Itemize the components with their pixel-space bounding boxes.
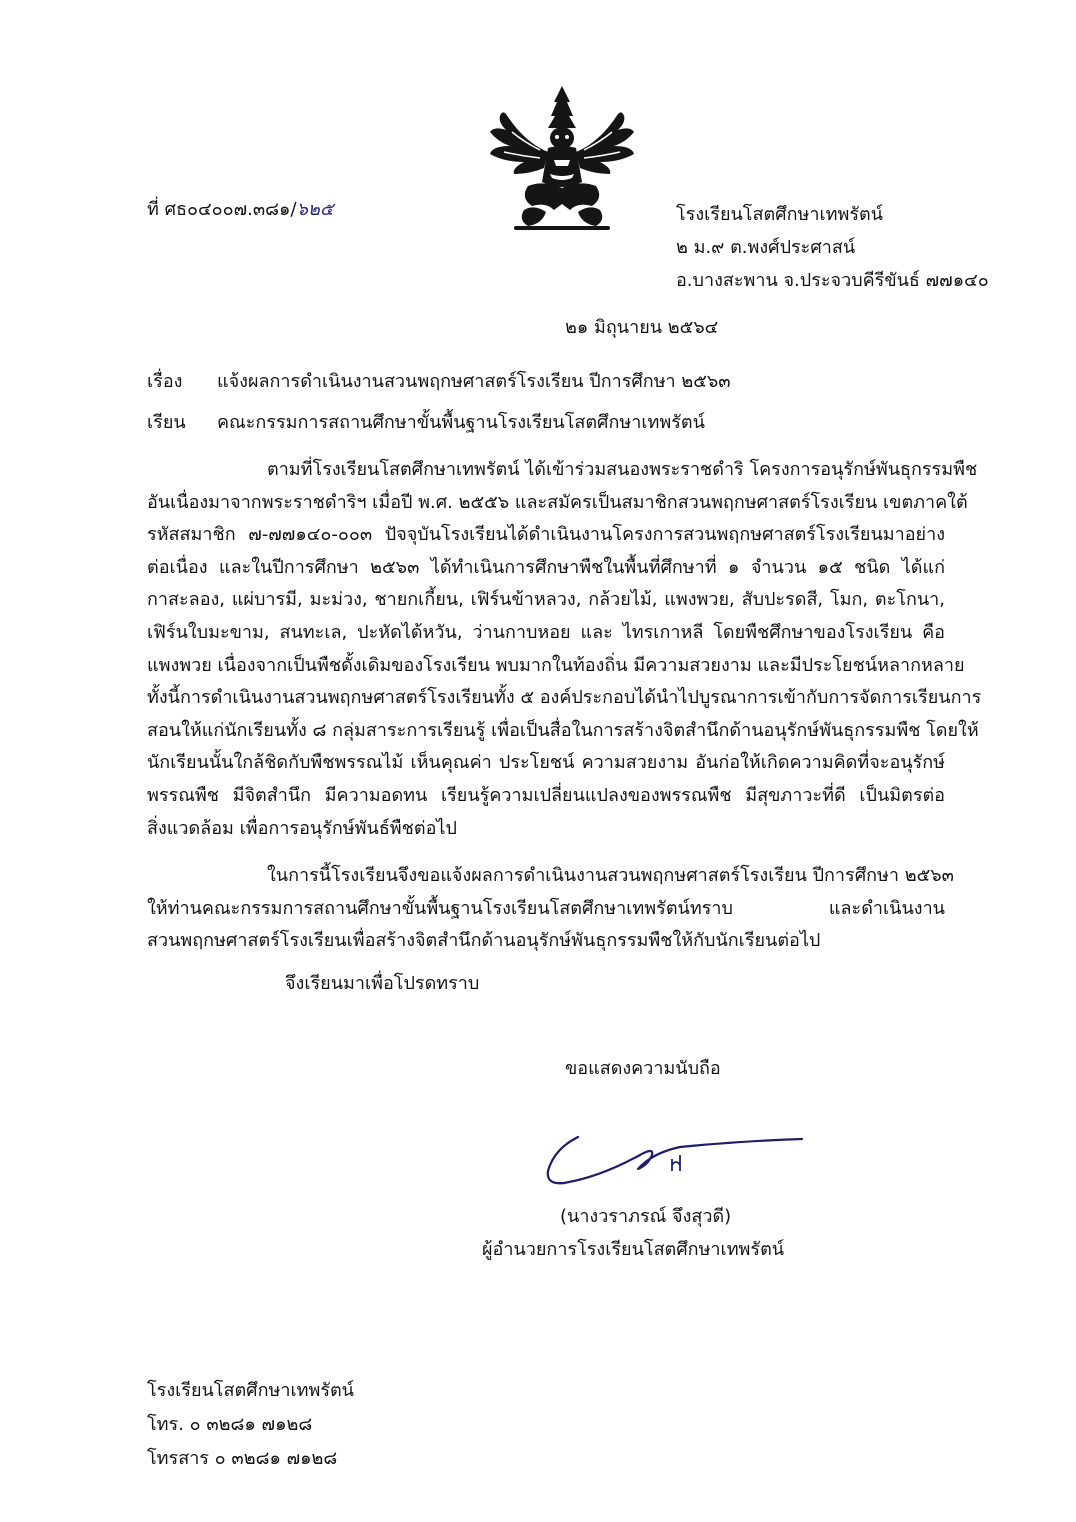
- paragraph-line: ในการนี้โรงเรียนจึงขอแจ้งผลการดำเนินงานสวนพฤกษศาสตร์โรงเรียน ปีการศึกษา ๒๕๖๓: [267, 865, 954, 886]
- sender-address: [676, 198, 989, 297]
- salutation: ขอแสดงความนับถือ: [565, 1058, 721, 1079]
- footer-contact: [147, 1374, 354, 1476]
- recipient-text: คณะกรรมการสถานศึกษาขั้นพื้นฐานโรงเรียนโสตศึกษาเทพรัตน์: [217, 412, 705, 433]
- paragraph-line: เฟิร์นใบมะขาม, สนทะเล, ปะหัดได้หวัน, ว่านกาบหอย และ ไทรเกาหลี โดยพืชศึกษาของโรงเรียน คือ: [147, 621, 945, 643]
- closing-request: จึงเรียนมาเพื่อโปรดทราบ: [285, 973, 480, 994]
- paragraph-line: แพงพวย เนื่องจากเป็นพืชดั้งเดิมของโรงเรียน พบมากในท้องถิ่น มีความสวยงาม และมีประโยชน์หลากหลาย: [147, 654, 965, 676]
- sender-line: โรงเรียนโสตศึกษาเทพรัตน์: [676, 204, 883, 225]
- paragraph-line: รหัสสมาชิก ๗-๗๗๑๔๐-๐๐๓ ปัจจุบันโรงเรียนได้ดำเนินงานโครงการสวนพฤกษศาสตร์โรงเรียนมาอย่าง: [147, 524, 945, 546]
- paragraph-line: สวนพฤกษศาสตร์โรงเรียนเพื่อสร้างจิตสำนึกด้านอนุรักษ์พันธุกรรมพืชให้กับนักเรียนต่อไป: [147, 930, 821, 952]
- recipient-line: [147, 411, 705, 435]
- signer-name: (นางวราภรณ์ จึงสุวดี): [560, 1206, 732, 1227]
- paragraph-line: ตามที่โรงเรียนโสตศึกษาเทพรัตน์ ได้เข้าร่วมสนองพระราชดำริ โครงการอนุรักษ์พันธุกรรมพืช: [267, 459, 978, 480]
- footer-org: โรงเรียนโสตศึกษาเทพรัตน์: [147, 1380, 354, 1401]
- paragraph-line: พรรณพืช มีจิตสำนึก มีความอดทน เรียนรู้ความเปลี่ยนแปลงของพรรณพืช มีสุขภาวะที่ดี เป็นมิตรต่อ: [147, 784, 945, 806]
- reference-number: ๖๒๕: [296, 199, 334, 220]
- recipient-label: เรียน: [147, 412, 186, 433]
- footer-fax: โทรสาร ๐ ๓๒๘๑ ๗๑๒๘: [147, 1448, 338, 1469]
- garuda-emblem-icon: [484, 82, 640, 232]
- reference-prefix: ที่ ศธ๐๔๐๐๗.๓๘๑/: [147, 199, 297, 220]
- sender-line: ๒ ม.๙ ต.พงศ์ประศาสน์: [676, 237, 856, 258]
- paragraph-line: สิ่งแวดล้อม เพื่อการอนุรักษ์พันธ์พืชต่อไป: [147, 817, 457, 839]
- signature-mark: [540, 1125, 810, 1195]
- subject-label: เรื่อง: [147, 371, 183, 392]
- paragraph-line: ต่อเนื่อง และในปีการศึกษา ๒๕๖๓ ได้ทำเนินการศึกษาพืชในพื้นที่ศึกษาที่ ๑ จำนวน ๑๕ ชนิด ได้แก่: [147, 556, 945, 578]
- paragraph-line: ทั้งนี้การดำเนินงานสวนพฤกษศาสตร์โรงเรียนทั้ง ๕ องค์ประกอบได้นำไปบูรณาการเข้ากับการจัดการเรียนการ: [147, 687, 982, 709]
- sender-line: อ.บางสะพาน จ.ประจวบคีรีขันธ์ ๗๗๑๔๐: [676, 270, 989, 291]
- body-paragraph-1: [147, 454, 982, 845]
- subject-line: [147, 370, 731, 394]
- body-paragraph-2: [147, 860, 954, 958]
- paragraph-line: กาสะลอง, แผ่บารมี, มะม่วง, ชายกเกี้ยน, เฟิร์นข้าหลวง, กล้วยไม้, แพงพวย, สับปะรดสี, โมก, ตะโกนา,: [147, 589, 945, 611]
- subject-text: แจ้งผลการดำเนินงานสวนพฤกษศาสตร์โรงเรียน ปีการศึกษา ๒๕๖๓: [217, 371, 731, 392]
- paragraph-line: อันเนื่องมาจากพระราชดำริฯ เมื่อปี พ.ศ. ๒๕๕๖ และสมัครเป็นสมาชิกสวนพฤกษศาสตร์โรงเรียน เขตภาคใต้: [147, 491, 968, 513]
- paragraph-line: ให้ท่านคณะกรรมการสถานศึกษาขั้นพื้นฐานโรงเรียนโสตศึกษาเทพรัตน์ทราบ และดำเนินงาน: [147, 897, 945, 919]
- signer-position: ผู้อำนวยการโรงเรียนโสตศึกษาเทพรัตน์: [482, 1239, 785, 1260]
- document-reference: [147, 198, 333, 222]
- paragraph-line: นักเรียนนั้นใกล้ชิดกับพืชพรรณไม้ เห็นคุณค่า ประโยชน์ ความสวยงาม อันก่อให้เกิดความคิดที่จะอนุรักษ์: [147, 752, 945, 774]
- footer-tel: โทร. ๐ ๓๒๘๑ ๗๑๒๘: [147, 1414, 313, 1435]
- paragraph-line: สอนให้แก่นักเรียนทั้ง ๘ กลุ่มสาระการเรียนรู้ เพื่อเป็นสื่อในการสร้างจิตสำนึกด้านอนุรักษ์พันธุกรรมพืช โดยให้: [147, 719, 979, 741]
- letter-date: ๒๑ มิถุนายน ๒๕๖๔: [565, 317, 719, 338]
